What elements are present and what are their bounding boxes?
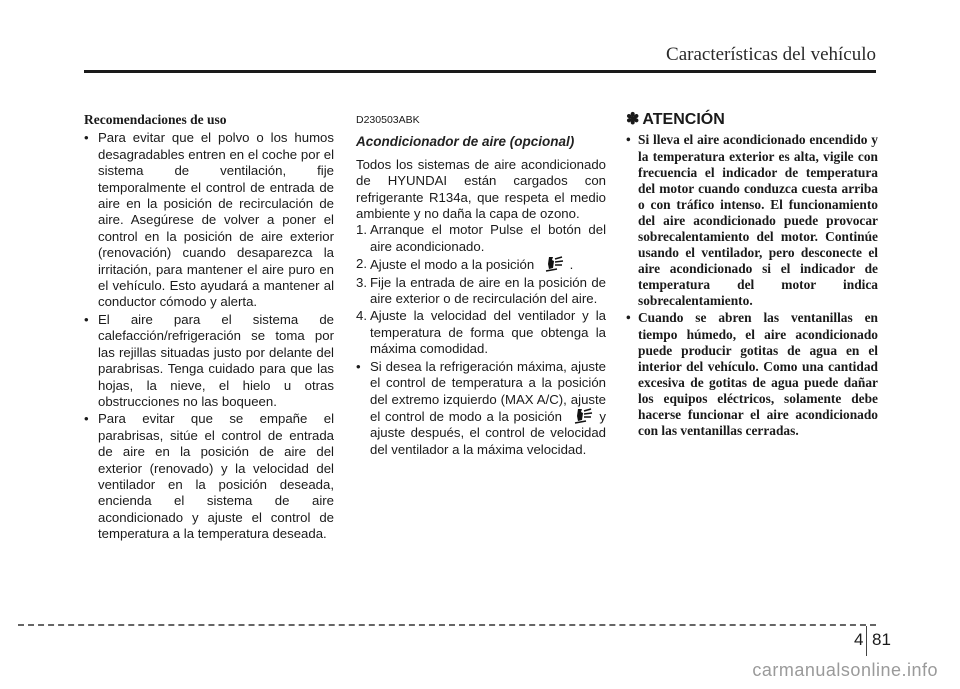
step-item (356, 256, 606, 273)
air-conditioner-subtitle: Acondicionador de aire (opcional) (356, 134, 575, 150)
header-rule (84, 70, 876, 73)
step-item (356, 275, 606, 308)
list-item: • Si lleva el aire acondicionado encendido y la temperatura exterior es alta, vigile con frecuencia el indicador de temperatura del motor cuando conduzca cuesta arriba o con tráfico intenso. El funcionamiento del aire acondicionado puede provocar sobrecalentamiento del motor. Continúe usando el ventilador, pero desconecte el aire acondicionado si el indicador de temperatura del motor indica sobrecalentamiento. (626, 132, 878, 309)
step-text: Arranque el motor Pulse el botón del aire acondicionado. (370, 222, 606, 254)
usage-recommendations-list (84, 130, 334, 542)
steps-list (356, 222, 606, 357)
list-item (356, 359, 606, 458)
face-vent-mode-icon (540, 256, 564, 272)
list-item: • Cuando se abren las ventanillas en tiempo húmedo, el aire acondicionado puede producir gotitas de agua en el interior del vehículo. Como una cantidad excesiva de gotitas de agua puede dañar los equipos eléctricos, solamente debe hacerse funcionar el aire acondicionado con las ventanillas cerradas. (626, 310, 878, 439)
step-number: 3. (356, 274, 367, 290)
step-number: 2. (356, 256, 367, 272)
right-column (626, 112, 878, 440)
left-column (84, 112, 334, 544)
max-cooling-list (356, 359, 606, 458)
warning-list (626, 132, 878, 439)
step-item (356, 308, 606, 357)
list-item: • El aire para el sistema de calefacción/refrigeración se toma por las rejillas situadas justo por delante del parabrisas. Tenga cuidado para que las hojas, la nieve, el hielo u otras obstrucciones no las boqueen. (84, 312, 334, 410)
footer-rule (18, 624, 876, 626)
step-text: Ajuste el modo a la posición (370, 257, 535, 273)
chapter-number: 4 (854, 630, 864, 649)
step-text: Ajuste la velocidad del ventilador y la temperatura de forma que obtenga la máxima comodidad. (370, 308, 606, 357)
step-text-end: . (569, 257, 574, 273)
list-item: • Para evitar que se empañe el parabrisas, sitúe el control de entrada de aire en la posición de aire del exterior (renovado) y la velocidad del ventilador en la posición deseada, encienda el sistema de aire acondicionado y ajuste el control de temperatura a la temperatura deseada. (84, 411, 334, 542)
usage-recommendations-heading: Recomendaciones de uso (84, 112, 227, 127)
step-item (356, 222, 606, 255)
step-text: Fije la entrada de aire en la posición de aire exterior o de recirculación del aire. (370, 274, 606, 307)
watermark: carmanualsonline.info (752, 660, 938, 680)
section-code: D230503ABK (356, 114, 420, 126)
max-cooling-text: Si desea la refrigeración máxima, ajuste el control de temperatura a la posición del extremo izquierdo (MAX A/C), ajuste el control de modo a la posición (370, 358, 606, 424)
step-number: 1. (356, 222, 367, 238)
page-number: 81 (872, 630, 891, 649)
warning-title: ATENCIÓN (642, 111, 725, 128)
asterisk-warning-icon: ✽ (626, 111, 640, 128)
max-cooling-text-end: y ajuste después, el control de velocidad del ventilador a la máxima velocidad. (370, 408, 607, 457)
warning-heading (626, 112, 878, 128)
face-vent-mode-icon (569, 408, 593, 424)
air-conditioner-intro: Todos los sistemas de aire acondicionado de HYUNDAI están cargados con refrigerante R134a, que respeta el medio ambiente y no daña la capa de ozono. (356, 156, 606, 222)
list-item: • Para evitar que el polvo o los humos desagradables entren en el coche por el sistema de ventilación, fije temporalmente el control de entrada de aire en la posición de recirculación de aire. Asegúrese de volver a poner el control en la posición de aire exterior (renovación) cuando desaparezca la irritación, para mantener el aire puro en el vehículo. Esto ayudará a mantener al conductor cómodo y alerta. (84, 130, 334, 310)
page-number-divider (866, 626, 867, 656)
step-number: 4. (356, 308, 367, 324)
header-title: Características del vehículo (666, 44, 876, 65)
middle-column (356, 112, 606, 459)
